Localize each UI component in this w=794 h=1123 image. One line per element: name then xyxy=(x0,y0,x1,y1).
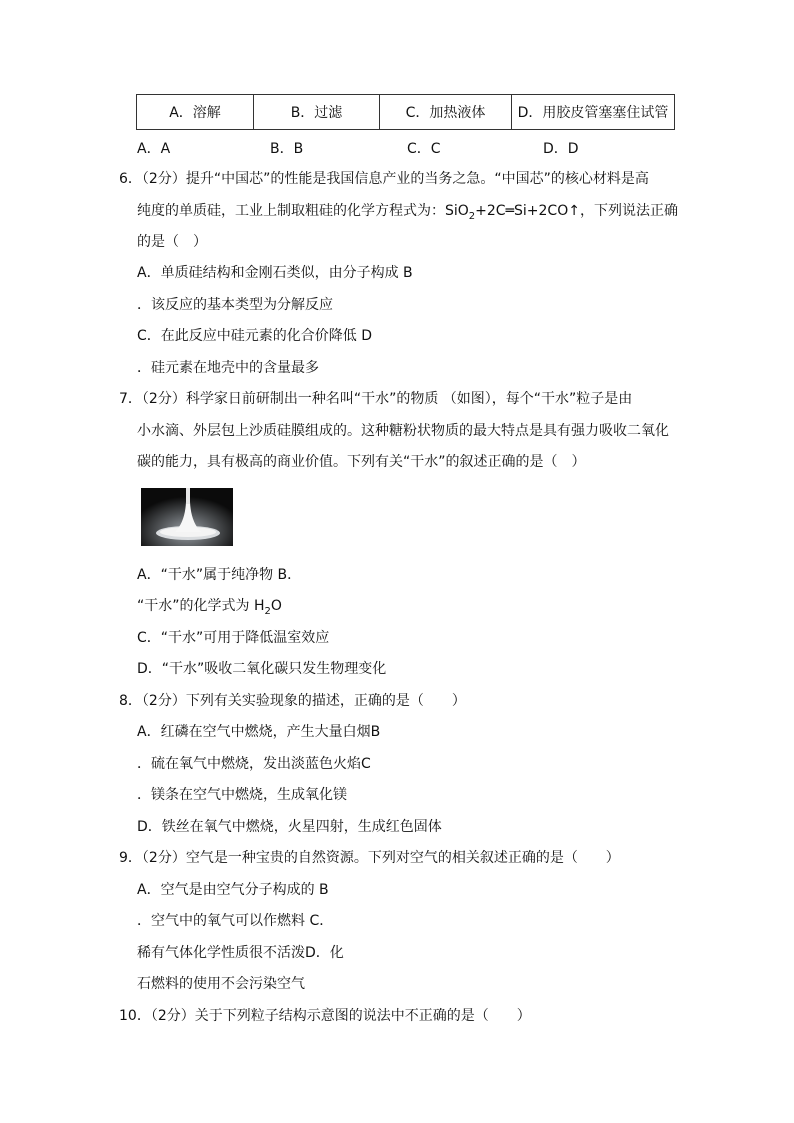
q9-option-line4: 石燃料的使用不会污染空气 xyxy=(137,976,305,992)
q5-answer-a: A．A xyxy=(137,141,171,157)
table-cell-b: B．过滤 xyxy=(254,95,380,129)
table-cell-d: D．用胶皮管塞塞住试管 xyxy=(517,105,669,121)
table-cell-a: A．溶解 xyxy=(137,95,254,129)
q8-option-line2: ．硫在氧气中燃烧，发出淡蓝色火焰C xyxy=(137,756,371,772)
q6-stem-line1: 6．（2分）提升“中国芯”的性能是我国信息产业的当务之急。“中国芯”的核心材料是高 xyxy=(119,171,649,187)
q5-answer-b: B．B xyxy=(270,141,304,157)
q6-stem-line2 xyxy=(137,202,678,226)
q7-option-line3: C．“干水”可用于降低温室效应 xyxy=(137,630,330,646)
q7-option-line1: A．“干水”属于纯净物 B． xyxy=(137,567,302,583)
q8-option-line4: D．铁丝在氧气中燃烧，火星四射，生成红色固体 xyxy=(137,819,442,835)
q6-stem-line3: 的是（ ） xyxy=(137,234,207,250)
dry-water-photo xyxy=(141,488,233,546)
q6-stem-line2-text: 纯度的单质硅，工业上制取粗硅的化学方程式为：SiO xyxy=(137,203,469,219)
q10-stem-line1: 10．（2分）关于下列粒子结构示意图的说法中不正确的是（ ） xyxy=(119,1008,531,1024)
q8-stem-line1: 8．（2分）下列有关实验现象的描述，正确的是（ ） xyxy=(119,693,466,709)
q5-answer-d: D．D xyxy=(543,141,579,157)
q7-option-line2-text: “干水”的化学式为 H xyxy=(137,598,265,614)
q8-option-line1: A．红磷在空气中燃烧，产生大量白烟B xyxy=(137,724,381,740)
q7-stem-line2: 小水滴、外层包上沙质硅膜组成的。这种糖粉状物质的最大特点是具有强力吸收二氧化 xyxy=(137,423,669,439)
q7-option-line2-tail: O xyxy=(270,598,282,614)
q7-option-line4: D．“干水”吸收二氧化碳只发生物理变化 xyxy=(137,661,387,677)
dry-water-illustration xyxy=(141,488,233,546)
q6-option-line1: A．单质硅结构和金刚石类似，由分子构成 B xyxy=(137,265,413,281)
q9-option-line2: ．空气中的氧气可以作燃料 C． xyxy=(137,913,334,929)
q5-answer-c: C．C xyxy=(407,141,441,157)
q8-option-line3: ．镁条在空气中燃烧，生成氧化镁 xyxy=(137,787,347,803)
q5-options-table xyxy=(136,94,675,130)
q9-option-line3: 稀有气体化学性质很不活泼D．化 xyxy=(137,945,344,961)
q6-stem-line2-tail: +2C═Si+2CO↑，下列说法正确 xyxy=(475,203,678,219)
q7-subscript: 2 xyxy=(264,605,271,617)
q6-option-line4: ．硅元素在地壳中的含量最多 xyxy=(137,360,319,376)
q6-subscript: 2 xyxy=(468,210,476,222)
q7-option-line2 xyxy=(137,597,282,621)
q9-option-line1: A．空气是由空气分子构成的 B xyxy=(137,882,329,898)
q7-stem-line1: 7．（2分）科学家日前研制出一种名叫“干水”的物质 （如图），每个“干水”粒子是由 xyxy=(119,391,633,407)
q9-stem-line1: 9．（2分）空气是一种宝贵的自然资源。下列对空气的相关叙述正确的是（ ） xyxy=(119,850,620,866)
q6-option-line2: ．该反应的基本类型为分解反应 xyxy=(137,297,333,313)
q7-stem-line3: 碳的能力，具有极高的商业价值。下列有关“干水”的叙述正确的是（ ） xyxy=(137,454,586,470)
q6-option-line3: C．在此反应中硅元素的化合价降低 D xyxy=(137,328,373,344)
table-cell-c: C．加热液体 xyxy=(380,95,512,129)
